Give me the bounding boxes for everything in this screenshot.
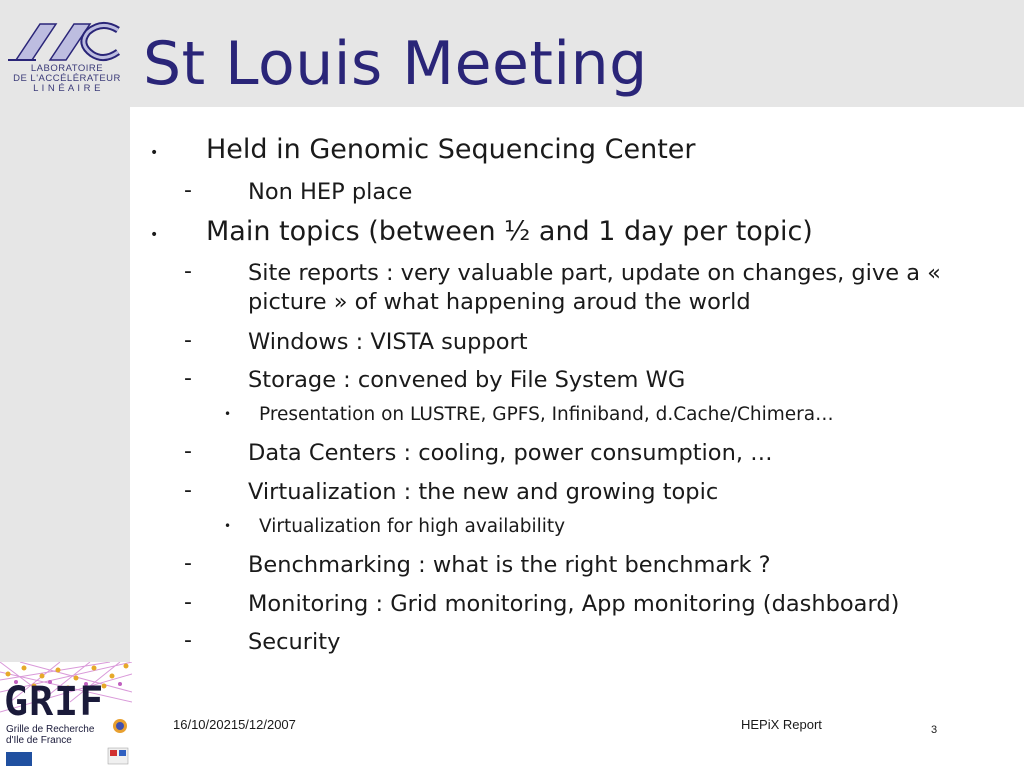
dash-marker: - <box>184 366 192 391</box>
grif-subtitle-line: Grille de Recherche <box>6 724 95 735</box>
grif-subtitle <box>6 724 94 746</box>
dash-marker: - <box>184 328 192 353</box>
dash-marker: - <box>184 628 192 653</box>
list-item-text: Virtualization for high availability <box>259 516 566 537</box>
list-item-text: Security <box>248 629 341 655</box>
dash-marker: - <box>184 439 192 464</box>
grif-subtitle-line: d'Ile de France <box>6 735 72 746</box>
grif-wordmark: GRIF <box>4 679 105 725</box>
dash-marker: - <box>184 590 192 615</box>
list-item-text: Storage : convened by File System WG <box>248 367 686 393</box>
list-item-text: Windows : VISTA support <box>248 329 528 355</box>
bullet-marker: • <box>150 227 159 243</box>
lal-logo <box>6 18 126 94</box>
list-item-text: Non HEP place <box>248 179 413 205</box>
footer-date: 16/10/20215/12/2007 <box>173 717 296 732</box>
list-item-text: Benchmarking : what is the right benchmark ? <box>248 552 771 578</box>
list-item-text: Virtualization : the new and growing topic <box>248 479 719 505</box>
list-item-text: Monitoring : Grid monitoring, App monitoring (dashboard) <box>248 591 900 617</box>
lal-logo-line: LABORATOIRE <box>30 63 104 74</box>
bullet-marker: • <box>224 407 232 421</box>
dash-marker: - <box>184 259 192 284</box>
bullet-marker: • <box>224 519 232 533</box>
dash-marker: - <box>184 478 192 503</box>
lal-logo-mark <box>6 18 126 64</box>
lal-logo-line: L I N É A I R E <box>33 83 101 94</box>
slide-title: St Louis Meeting <box>143 29 648 99</box>
footer-title: HEPiX Report <box>741 717 822 732</box>
lal-logo-text <box>8 64 126 94</box>
list-item-text: Site reports : very valuable part, update on changes, give a « picture » of what happening aroud the world <box>248 260 941 315</box>
grif-logo <box>0 662 132 768</box>
page-number: 3 <box>931 724 938 736</box>
dash-marker: - <box>184 178 192 203</box>
list-item-text: Main topics (between ½ and 1 day per topic) <box>206 216 813 247</box>
left-band <box>0 0 130 768</box>
list-item-text: Data Centers : cooling, power consumption, … <box>248 440 773 466</box>
list-item-text: Presentation on LUSTRE, GPFS, Infiniband, d.Cache/Chimera… <box>259 404 834 425</box>
bullet-marker: • <box>150 145 159 161</box>
dash-marker: - <box>184 551 192 576</box>
list-item-text: Held in Genomic Sequencing Center <box>206 134 696 165</box>
lal-logo-line: DE L'ACCÉLÉRATEUR <box>13 73 121 84</box>
